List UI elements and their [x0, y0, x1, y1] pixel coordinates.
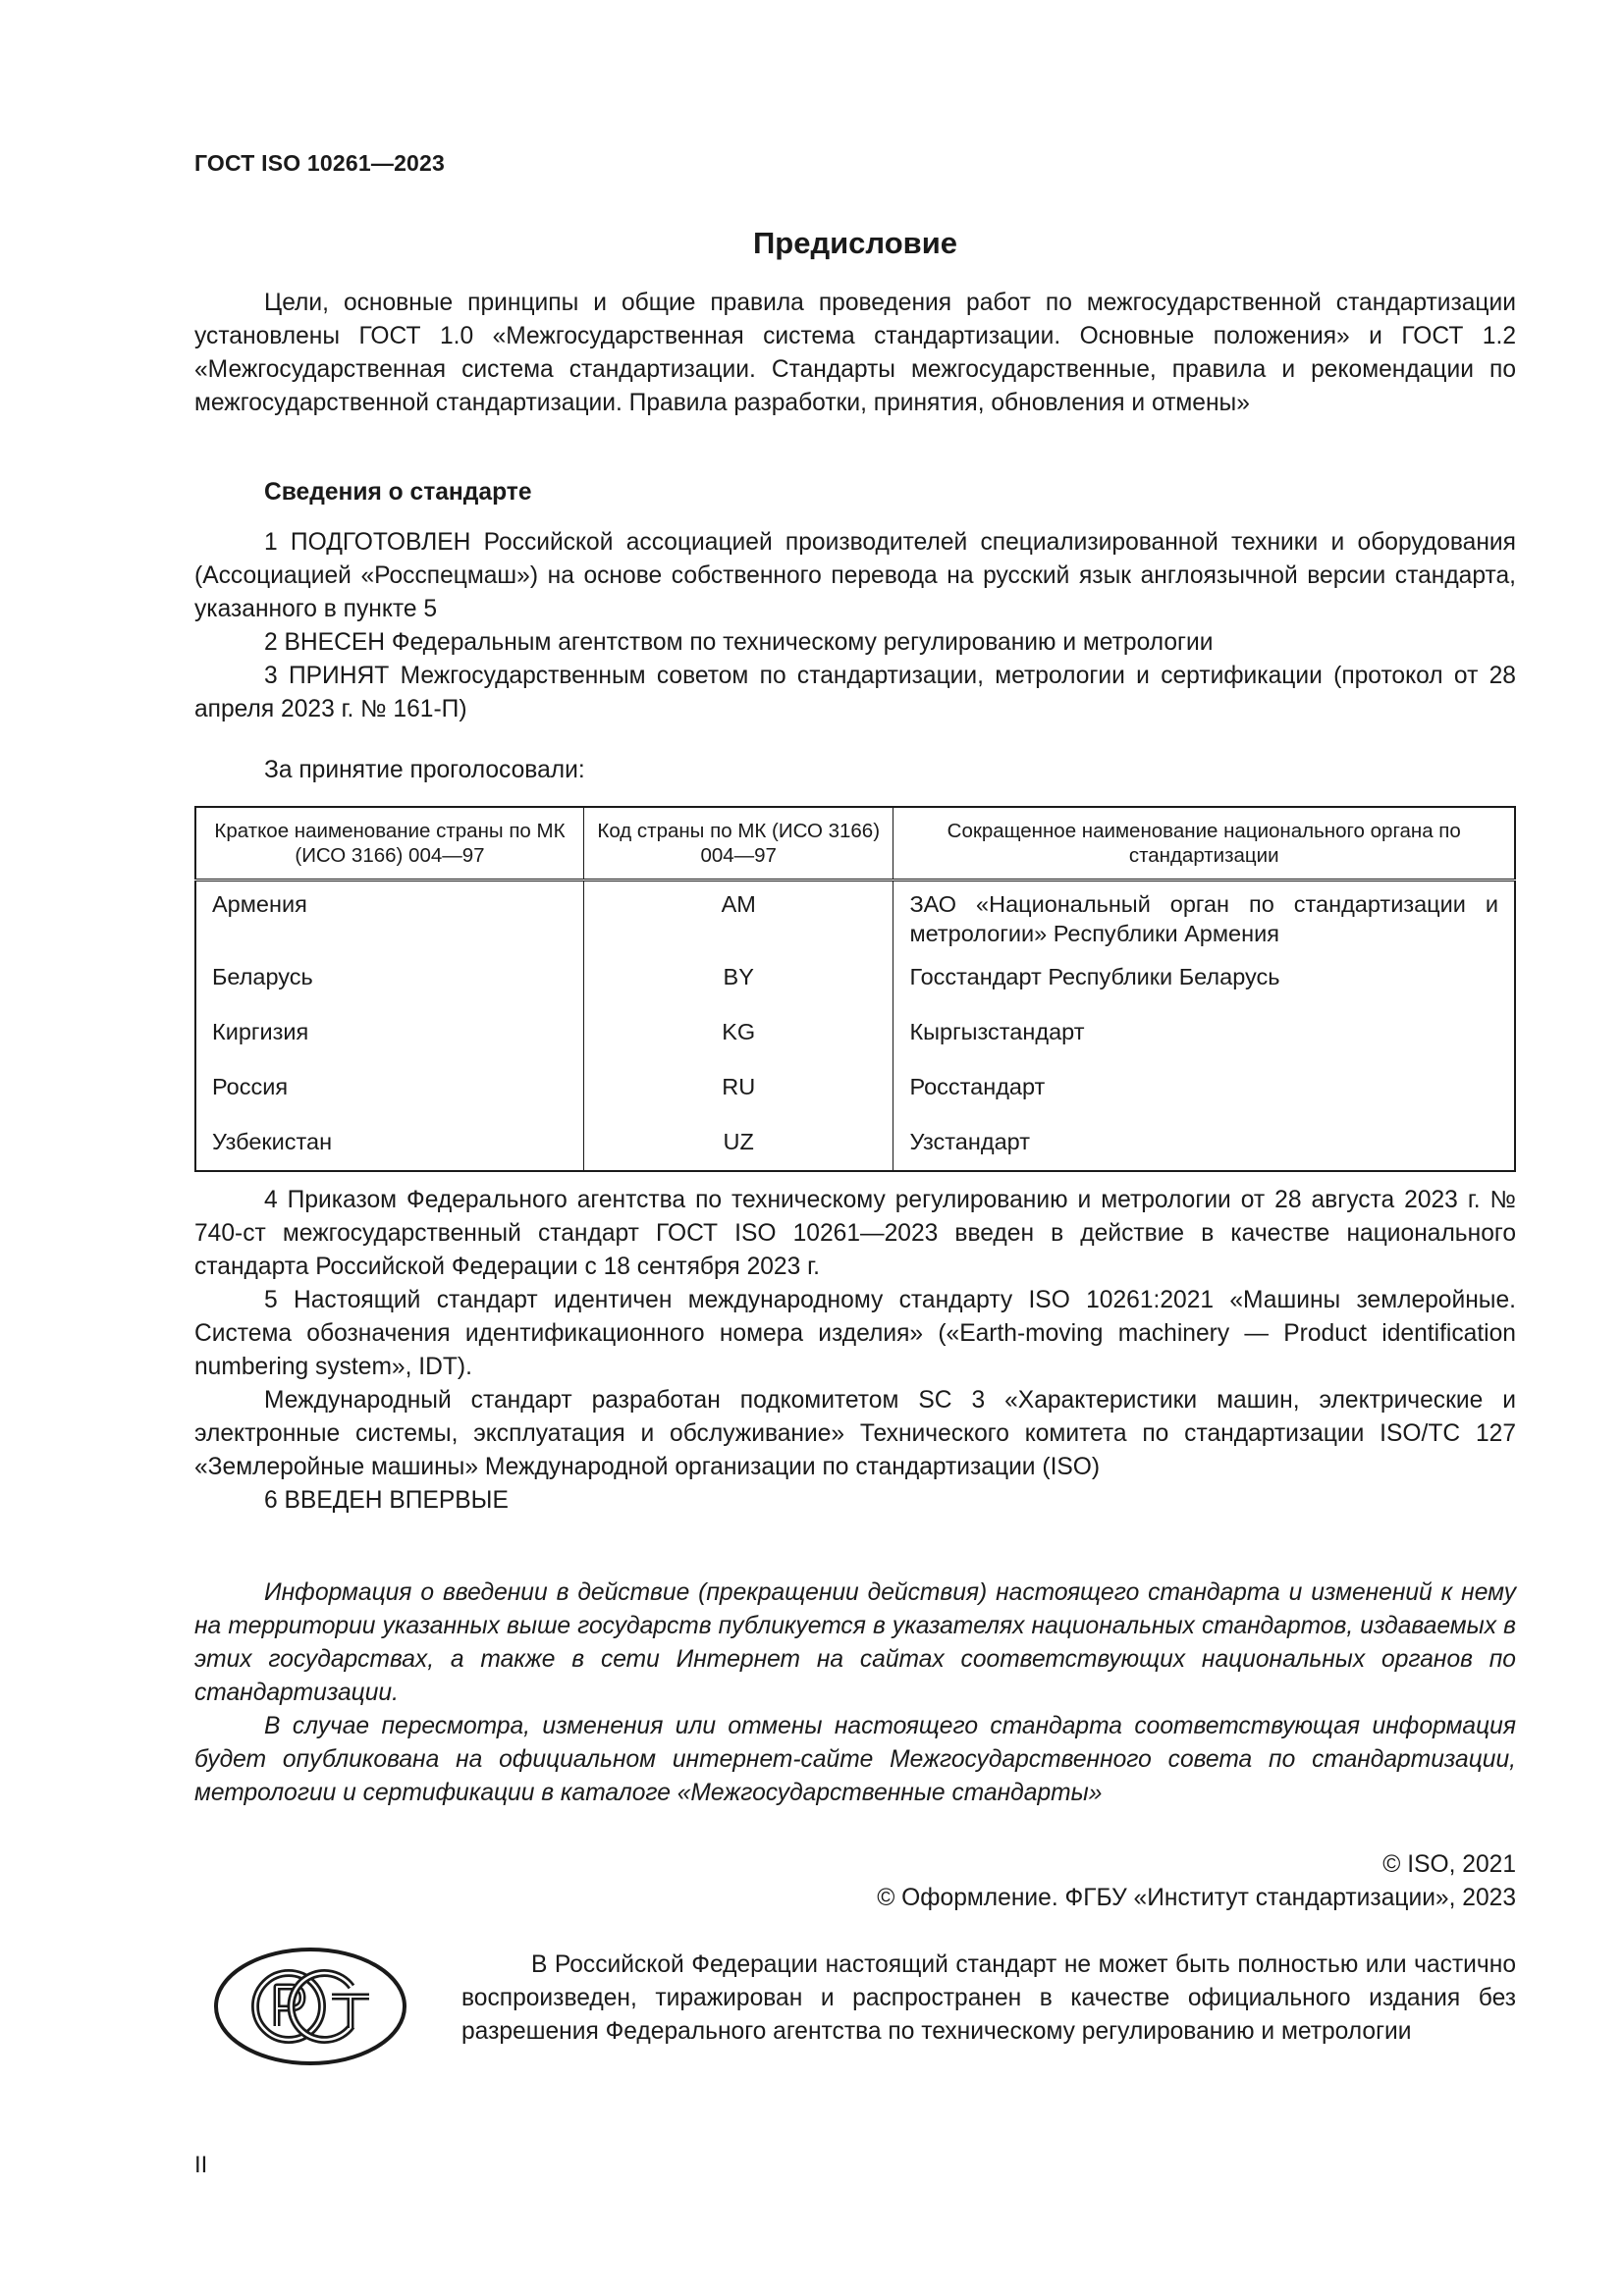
page-number: II: [194, 2152, 208, 2178]
cell-org: Узстандарт: [893, 1121, 1515, 1171]
item-6: 6 ВВЕДЕН ВПЕРВЫЕ: [264, 1487, 509, 1514]
standard-info-heading: Сведения о стандарте: [264, 479, 532, 506]
cell-org: ЗАО «Национальный орган по стандартизации и метрологии» Республики Армения: [893, 881, 1515, 957]
cell-code: AM: [583, 881, 893, 957]
table-row: [195, 881, 1515, 957]
item-4: 4 Приказом Федерального агентства по техническому регулированию и метрологии от 28 августа 2023 г. № 740-ст межгосударственный стандарт ГОСТ ISO 10261—2023 введен в действие в качестве национального стандарта Российской Федерации с 18 сентября 2023 г.: [194, 1187, 1516, 1280]
member-states-table: [194, 806, 1516, 1172]
cell-country: Узбекистан: [195, 1121, 583, 1171]
cell-code: RU: [583, 1066, 893, 1121]
cell-country: Россия: [195, 1066, 583, 1121]
item-2: 2 ВНЕСЕН Федеральным агентством по техническому регулированию и метрологии: [264, 629, 1214, 656]
cell-country: Киргизия: [195, 1011, 583, 1066]
cell-org: Госстандарт Республики Беларусь: [893, 956, 1515, 1011]
header-standards-body: Сокращенное наименование национального органа по стандартизации: [893, 807, 1515, 881]
header-country-code: Код страны по МК (ИСО 3166) 004—97: [583, 807, 893, 881]
document-header: ГОСТ ISO 10261—2023: [194, 150, 446, 176]
cell-code: UZ: [583, 1121, 893, 1171]
intro-block: [194, 287, 1516, 420]
publication-note-2: В случае пересмотра, изменения или отмены настоящего стандарта соответствующая информация будет опубликована на официальном интернет-сайте Межгосударственного совета по стандартизации, метрологии и сертификации в каталоге «Межгосударственные стандарты»: [194, 1713, 1516, 1806]
gost-r-certification-mark-icon: [212, 1946, 408, 2067]
cell-code: KG: [583, 1011, 893, 1066]
standard-info-block: [194, 476, 1516, 509]
publication-note-1: Информация о введении в действие (прекращении действия) настоящего стандарта и изменений к нему на территории указанных выше государств публикуется в указателях национальных стандартов, издаваемых в этих государствах, а также в сети Интернет на сайтах соответствующих национальных органов по стандартизации.: [194, 1579, 1516, 1706]
copyright-design: © Оформление. ФГБУ «Институт стандартизации», 2023: [877, 1885, 1516, 1911]
cell-country: Беларусь: [195, 956, 583, 1011]
table-row: [195, 1066, 1515, 1121]
items-4-6-block: [194, 1184, 1516, 1518]
cell-org: Кыргызстандарт: [893, 1011, 1515, 1066]
copyright-iso: © ISO, 2021: [1382, 1851, 1516, 1878]
cell-org: Росстандарт: [893, 1066, 1515, 1121]
cell-code: BY: [583, 956, 893, 1011]
item-5-note: Международный стандарт разработан подкомитетом SC 3 «Характеристики машин, электрические и электронные системы, эксплуатация и обслуживание» Технического комитета по стандартизации ISO/TC 127 «Землеройные машины» Международной организации по стандартизации (ISO): [194, 1387, 1516, 1480]
item-5: 5 Настоящий стандарт идентичен международному стандарту ISO 10261:2021 «Машины землеройные. Система обозначения идентификационного номера изделия» («Earth-moving machinery — Product identification numbering system», IDT).: [194, 1287, 1516, 1380]
intro-paragraph: Цели, основные принципы и общие правила проведения работ по межгосударственной стандартизации установлены ГОСТ 1.0 «Межгосударственная система стандартизации. Основные положения» и ГОСТ 1.2 «Межгосударственная система стандартизации. Стандарты межгосударственные, правила и рекомендации по межгосударственной стандартизации. Правила разработки, принятия, обновления и отмены»: [194, 290, 1516, 416]
cell-country: Армения: [195, 881, 583, 957]
reproduction-notice: В Российской Федерации настоящий стандарт не может быть полностью или частично воспроизведен, тиражирован и распространен в качестве официального издания без разрешения Федерального агентства по техническому регулированию и метрологии: [461, 1951, 1516, 2045]
items-1-3-block: [194, 526, 1516, 726]
item-1: 1 ПОДГОТОВЛЕН Российской ассоциацией производителей специализированной техники и оборудования (Ассоциацией «Росспецмаш») на основе собственного перевода на русский язык англоязычной версии стандарта, указанного в пункте 5: [194, 529, 1516, 622]
publication-notes-block: [194, 1576, 1516, 1810]
item-3: 3 ПРИНЯТ Межгосударственным советом по стандартизации, метрологии и сертификации (протокол от 28 апреля 2023 г. № 161-П): [194, 663, 1516, 722]
vote-label-block: [194, 754, 1516, 787]
section-title: Предисловие: [752, 226, 957, 260]
header-country-name: Краткое наименование страны по МК (ИСО 3166) 004—97: [195, 807, 583, 881]
table-row: [195, 1121, 1515, 1171]
table-row: [195, 956, 1515, 1011]
table-header-row: [195, 807, 1515, 881]
document-page: [194, 0, 1516, 2296]
table-row: [195, 1011, 1515, 1066]
vote-label: За принятие проголосовали:: [264, 757, 585, 783]
